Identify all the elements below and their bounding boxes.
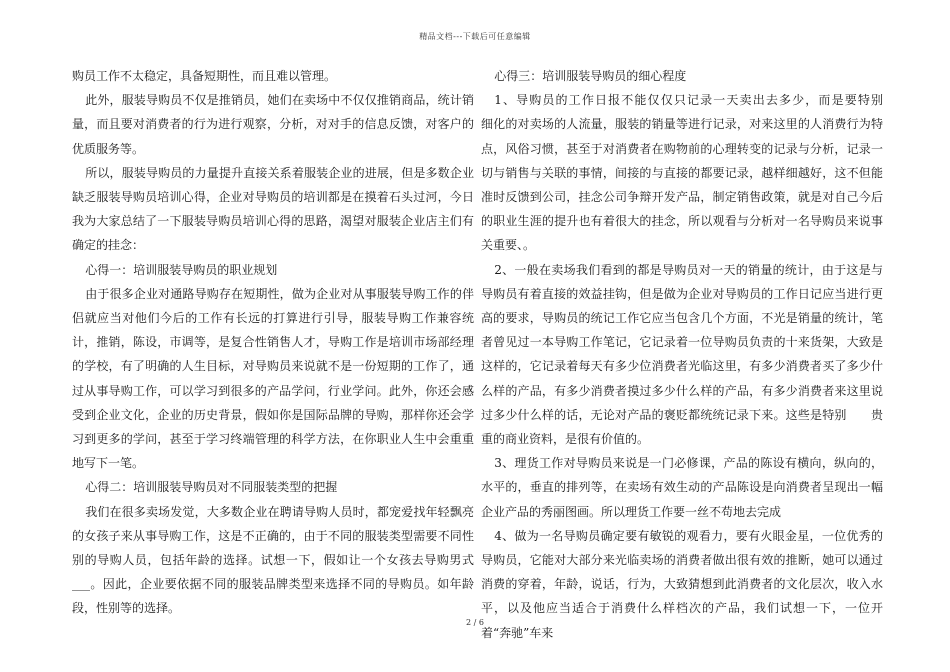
section-heading: 心得三：培训服装导购员的细心程度 bbox=[494, 69, 687, 83]
paragraph: 2、一般在卖场我们看到的都是导购员对一天的销量的统计，由于这是与导购员有着直接的效益挂钩，但是做为企业对导购员的工作日记应当进行更高的要求，导购员的统记工作它应当包含几个方面，不光是销量的统计，笔者曾见过一本导购工作笔记，它记录着一位导购员负责的十来货架，大致是这样的，它记录着每天有多少位消费者光临这里，有多少消费者买了多少什么样的产品，有多少消费者摸过多少什么样的产品，有多少消费者来这里说过多少什么样的话，无论对产品的褒贬都统统记录下来。这些是特别 贵重的商业资料，是很有价值的。 bbox=[481, 262, 883, 447]
section-heading: 心得一：培训服装导购员的职业规划 bbox=[85, 262, 278, 277]
paragraph: 所以，服装导购员的力量提升直接关系着服装企业的进展，但是多数企业缺乏服装导购员培训心得，企业对导购员的培训都是在摸着石头过河，今日我为大家总结了一下服装导购员培训心得的思路，渴望对服装企业店主们有确定的挂念： bbox=[72, 165, 474, 253]
right-column bbox=[481, 64, 908, 645]
paragraph: 此外，服装导购员不仅是推销员，她们在卖场中不仅仅推销商品，统计销量，而且要对消费者的行为进行观察，分析，对对手的信息反馈，对客户的优质服务等。 bbox=[72, 93, 474, 156]
page-number: 2 / 6 bbox=[466, 618, 484, 627]
left-column bbox=[72, 64, 474, 621]
paragraph: 1、导购员的工作日报不能仅仅只记录一天卖出去多少，而是要特别 细化的对卖场的人流量，服装的销量等进行记录，对来这里的人消费行为特点，风俗习惯，甚至于对消费者在购物前的心理转变的记录与分析，记录一切与销售与关联的事情，间接的与直接的都要记录，越样细越好，这不但能准时反馈到公司，挂念公司争辩开发产品，制定销售政策，就是对自己今后的职业生涯的提升也有着很大的挂念，所以观看与分析对一名导购员来说事关重要、。 bbox=[481, 93, 908, 253]
paragraph: 由于很多企业对通路导购存在短期性，做为企业对从事服装导购工作的伴侣就应当对他们今后的工作有长远的打算进行引导，服装导购工作兼容统计，推销，陈设，市调等，是复合性销售人才，导购工作是培训市场部经理的学校，有了明确的人生目标，对导购员来说就不是一份短期的工作了，通过从事导购工作，可以学习到很多的产品学问，行业学问。此外，你还会感受到企业文化，企业的历史背景，假如你是国际品牌的导购，那样你还会学习到更多的学问，甚至于学习终端管理的科学方法，在你职业人生中会重重地写下一笔。 bbox=[72, 286, 474, 471]
paragraph: 4、做为一名导购员确定要有敏锐的观看力，要有火眼金星，一位优秀的导购员，它能对大部分来光临卖场的消费者做出很有效的推断，她可以通过消费的穿着，年龄，说话，行为，大致猜想到此消费者的文化层次，收入水平，以及他应当适合于消费什么样档次的产品，我们试想一下，一位开着“奔驰”车来 bbox=[481, 528, 883, 640]
paragraph: 我们在很多卖场发觉，大多数企业在聘请导购人员时，都宠爱找年轻飘亮的女孩子来从事导购工作，这是不正确的，由于不同的服装类型需要不同性别的导购人员，包括年龄的选择。试想一下，假如让一个女孩去导购男式___。因此，企业要依据不同的服装品牌类型来选择不同的导购员。如年龄段，性别等的选择。 bbox=[72, 504, 474, 616]
paragraph: 购员工作不太稳定，具备短期性，而且难以管理。 bbox=[72, 69, 337, 83]
paragraph: 3、理货工作对导购员来说是一门必修课，产品的陈设有横向，纵向的，水平的，垂直的排列等，在卖场有效生动的产品陈设是向消费者呈现出一幅企业产品的秀丽图画。所以理货工作要一丝不苟地去完成 bbox=[481, 456, 883, 519]
section-heading: 心得二：培训服装导购员对不同服装类型的把握 bbox=[85, 480, 338, 495]
page-header: 精品文档---下载后可任意编辑 bbox=[419, 32, 531, 41]
